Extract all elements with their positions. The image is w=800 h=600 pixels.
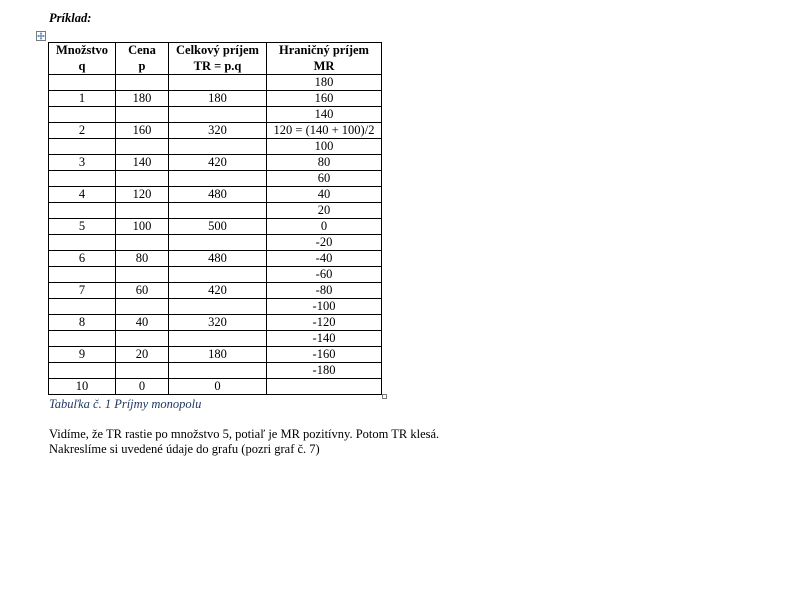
- cell-mr: -120: [267, 315, 382, 331]
- header-quantity: Množstvo q: [49, 43, 116, 75]
- cell-q: [49, 267, 116, 283]
- cell-p: [116, 267, 169, 283]
- cell-q: 6: [49, 251, 116, 267]
- cell-q: [49, 171, 116, 187]
- cell-mr: 0: [267, 219, 382, 235]
- header-price: Cena p: [116, 43, 169, 75]
- cell-p: [116, 363, 169, 379]
- cell-p: [116, 107, 169, 123]
- cell-p: 0: [116, 379, 169, 395]
- table-row: [49, 331, 382, 347]
- cell-q: [49, 75, 116, 91]
- cell-q: [49, 299, 116, 315]
- table-row: [49, 123, 382, 139]
- cell-q: [49, 363, 116, 379]
- cell-p: 180: [116, 91, 169, 107]
- table-row: [49, 315, 382, 331]
- table-row: [49, 347, 382, 363]
- cell-q: 7: [49, 283, 116, 299]
- paragraph-1: Vidíme, že TR rastie po množstvo 5, potiaľ je MR pozitívny. Potom TR klesá.: [49, 427, 440, 441]
- cell-p: [116, 235, 169, 251]
- cell-q: [49, 203, 116, 219]
- cell-q: 10: [49, 379, 116, 395]
- cell-tr: [169, 203, 267, 219]
- cell-mr: 140: [267, 107, 382, 123]
- table-row: [49, 75, 382, 91]
- cell-tr: 320: [169, 315, 267, 331]
- cell-mr: -40: [267, 251, 382, 267]
- cell-p: [116, 203, 169, 219]
- table-row: [49, 379, 382, 395]
- cell-tr: [169, 299, 267, 315]
- cell-mr: -180: [267, 363, 382, 379]
- cell-p: 80: [116, 251, 169, 267]
- cell-mr: 120 = (140 + 100)/2: [267, 123, 382, 139]
- cell-p: 60: [116, 283, 169, 299]
- cell-mr: 40: [267, 187, 382, 203]
- table-caption: Tabuľka č. 1 Príjmy monopolu: [49, 397, 202, 411]
- cell-q: 1: [49, 91, 116, 107]
- table-row: [49, 91, 382, 107]
- cell-tr: 180: [169, 91, 267, 107]
- cell-mr: -160: [267, 347, 382, 363]
- cell-tr: 320: [169, 123, 267, 139]
- table-row: [49, 139, 382, 155]
- cell-p: 160: [116, 123, 169, 139]
- cell-tr: [169, 331, 267, 347]
- paragraph-2: Nakreslíme si uvedené údaje do grafu (pozri graf č. 7): [49, 442, 320, 456]
- cell-mr: -140: [267, 331, 382, 347]
- cell-tr: [169, 235, 267, 251]
- header-marginal-revenue: Hraničný príjem MR: [267, 43, 382, 75]
- cell-tr: 0: [169, 379, 267, 395]
- cell-p: [116, 171, 169, 187]
- cell-mr: -80: [267, 283, 382, 299]
- cell-tr: [169, 107, 267, 123]
- table-row: [49, 155, 382, 171]
- cell-tr: 420: [169, 283, 267, 299]
- cell-q: [49, 331, 116, 347]
- table-row: [49, 299, 382, 315]
- cell-p: 40: [116, 315, 169, 331]
- table-row: [49, 235, 382, 251]
- header-total-revenue: Celkový príjem TR = p.q: [169, 43, 267, 75]
- table-resize-handle-icon[interactable]: [382, 394, 387, 399]
- cell-mr: 100: [267, 139, 382, 155]
- table-row: [49, 187, 382, 203]
- cell-mr: 20: [267, 203, 382, 219]
- table-row: [49, 171, 382, 187]
- cell-tr: 500: [169, 219, 267, 235]
- cell-q: 5: [49, 219, 116, 235]
- table-row: [49, 363, 382, 379]
- table-row: [49, 267, 382, 283]
- cell-p: [116, 299, 169, 315]
- cell-mr: 80: [267, 155, 382, 171]
- cell-q: [49, 235, 116, 251]
- cell-tr: [169, 267, 267, 283]
- cell-q: 2: [49, 123, 116, 139]
- cell-tr: 480: [169, 251, 267, 267]
- page-heading: Príklad:: [49, 11, 92, 25]
- table-row: [49, 283, 382, 299]
- table-row: [49, 107, 382, 123]
- cell-mr: 60: [267, 171, 382, 187]
- cell-q: 8: [49, 315, 116, 331]
- cell-p: 120: [116, 187, 169, 203]
- table-row: [49, 219, 382, 235]
- table-move-handle-icon[interactable]: [36, 31, 46, 41]
- cell-q: 4: [49, 187, 116, 203]
- table-row: [49, 203, 382, 219]
- cell-q: 9: [49, 347, 116, 363]
- cell-p: 140: [116, 155, 169, 171]
- cell-mr: -60: [267, 267, 382, 283]
- cell-p: [116, 331, 169, 347]
- cell-tr: 420: [169, 155, 267, 171]
- cell-p: 20: [116, 347, 169, 363]
- cell-mr: 180: [267, 75, 382, 91]
- cell-tr: [169, 171, 267, 187]
- cell-mr: 160: [267, 91, 382, 107]
- cell-mr: -100: [267, 299, 382, 315]
- monopoly-revenue-table: [48, 42, 382, 395]
- table-header-row: [49, 43, 382, 75]
- cell-p: [116, 75, 169, 91]
- cell-tr: [169, 75, 267, 91]
- cell-tr: 180: [169, 347, 267, 363]
- cell-tr: [169, 139, 267, 155]
- table-row: [49, 251, 382, 267]
- cell-p: 100: [116, 219, 169, 235]
- cell-mr: -20: [267, 235, 382, 251]
- cell-p: [116, 139, 169, 155]
- cell-q: [49, 107, 116, 123]
- cell-tr: [169, 363, 267, 379]
- cell-q: [49, 139, 116, 155]
- cell-tr: 480: [169, 187, 267, 203]
- cell-q: 3: [49, 155, 116, 171]
- cell-mr: [267, 379, 382, 395]
